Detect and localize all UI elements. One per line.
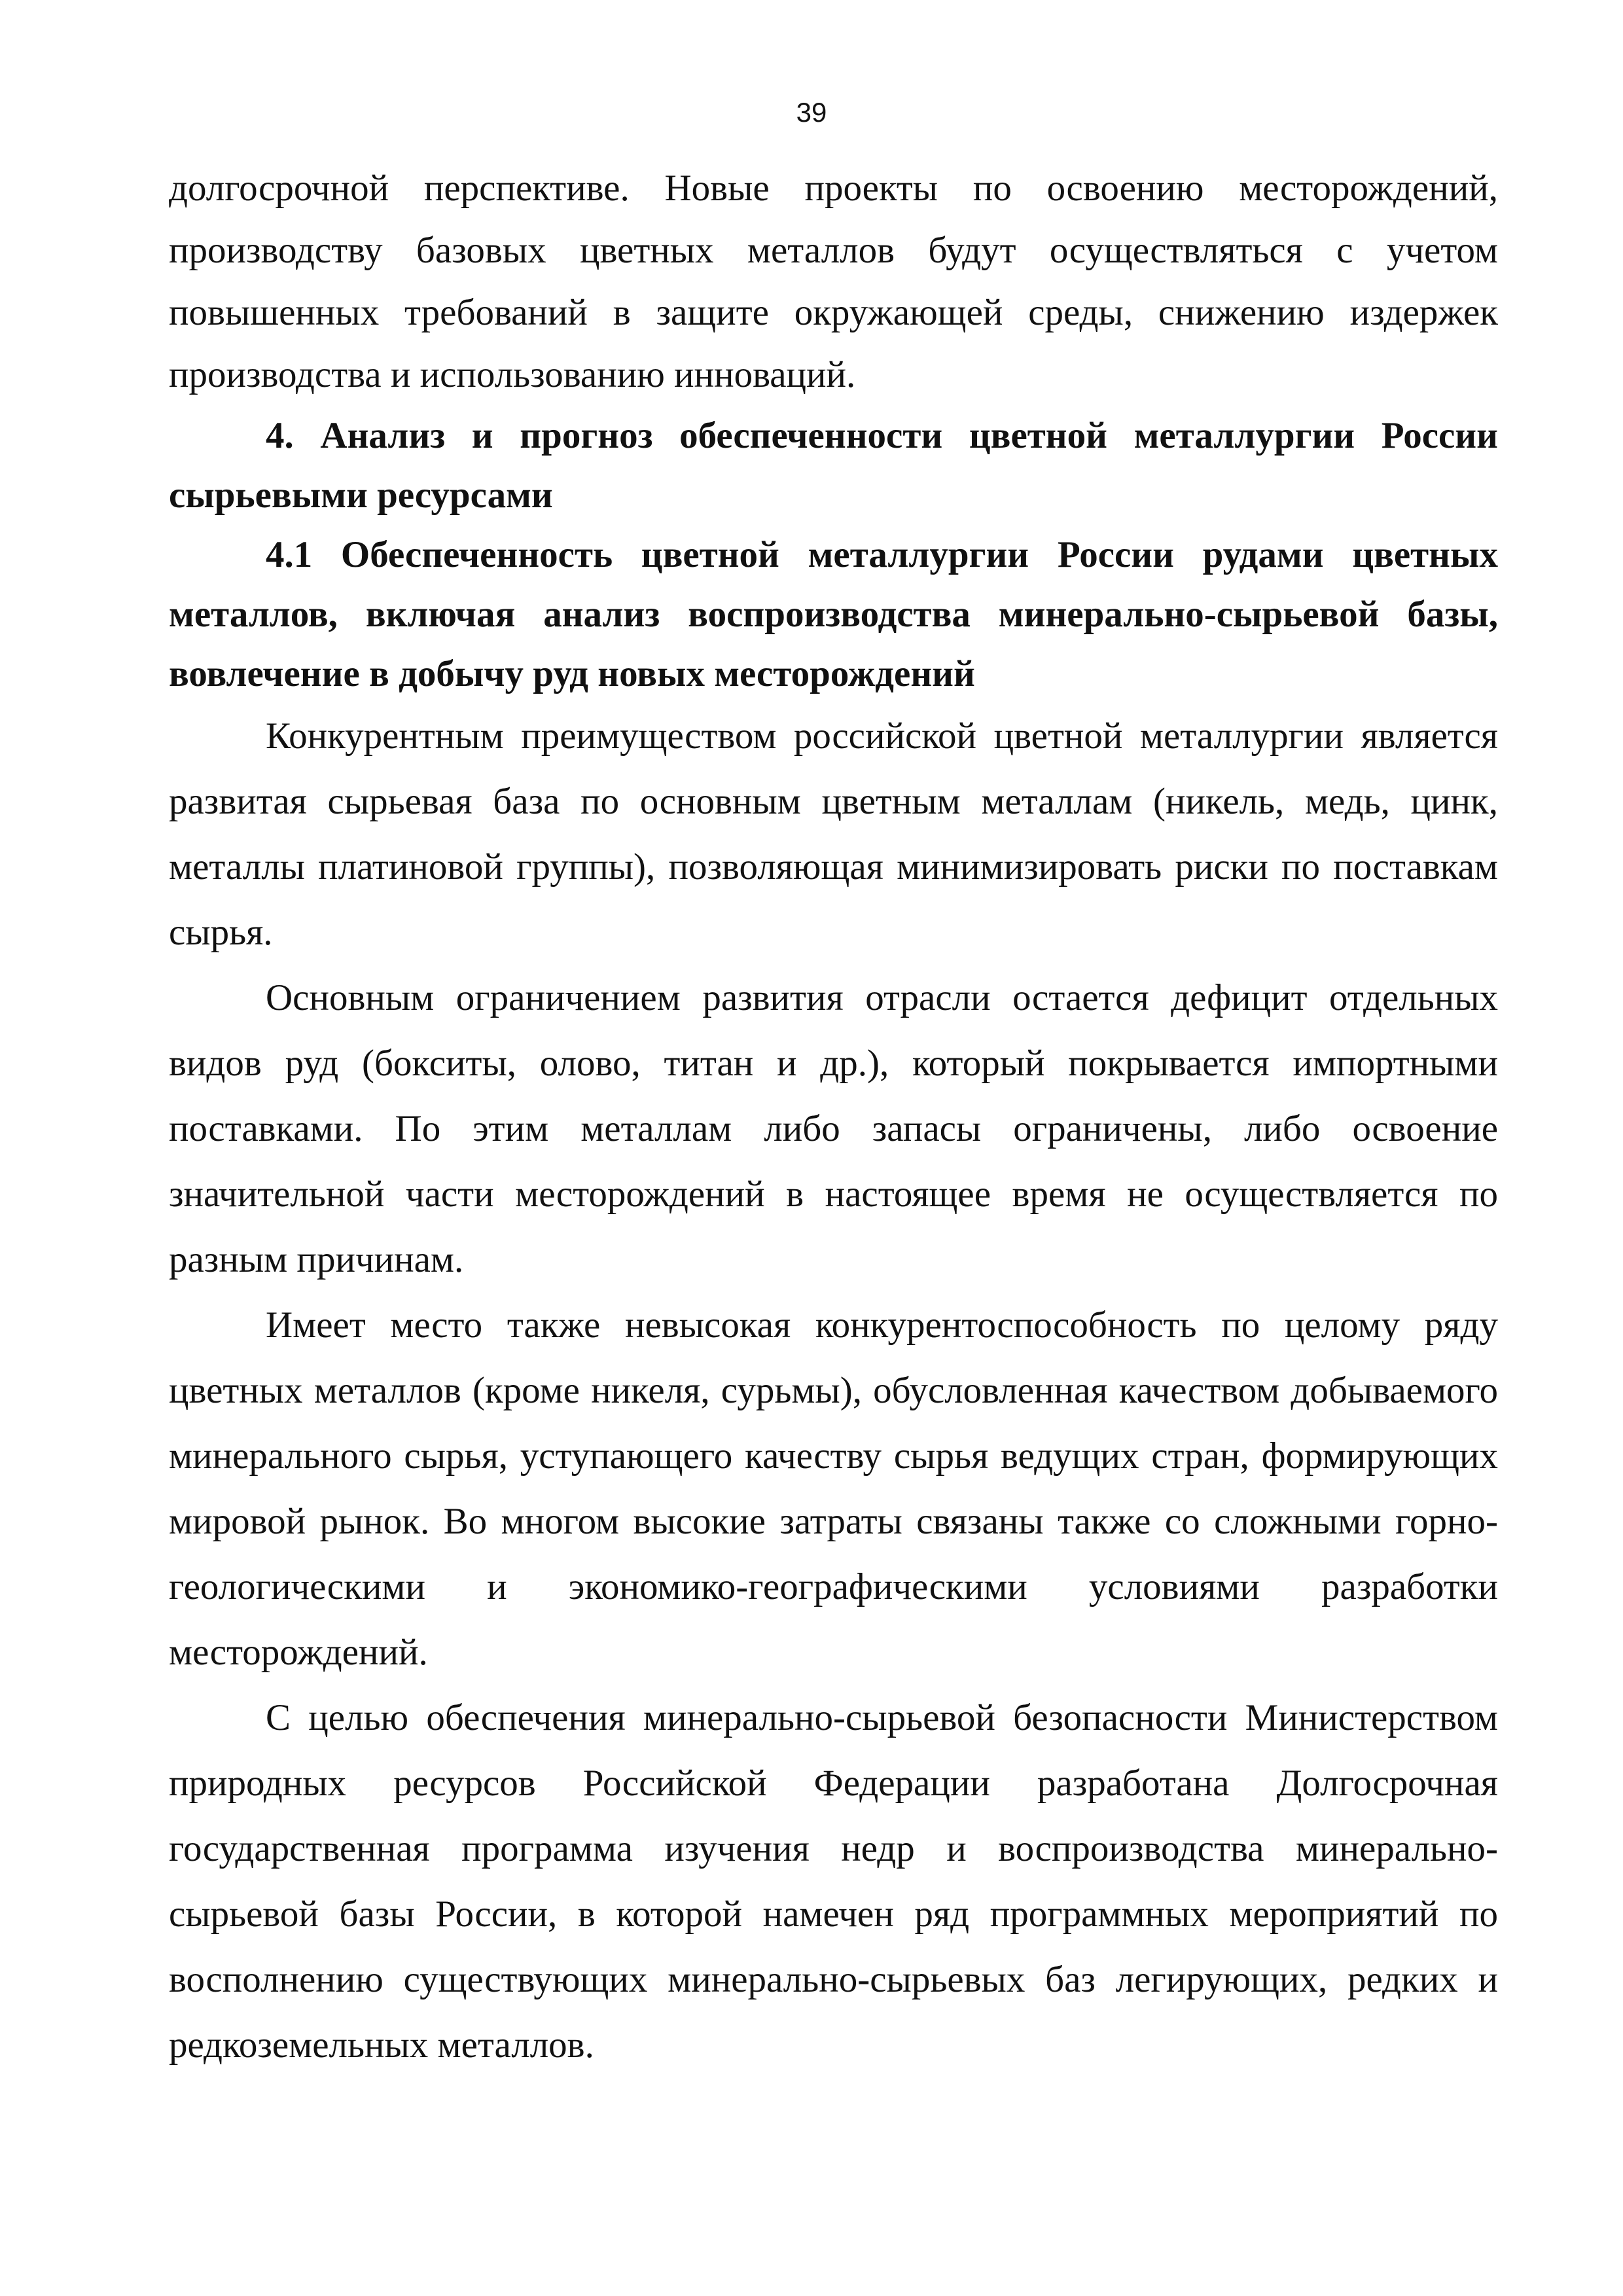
subsection-heading: 4.1 Обеспеченность цветной металлургии России рудами цветных металлов, включая анализ воспроизводства минерально-сырьевой базы, вовлечение в добычу руд новых месторождений: [169, 534, 1498, 694]
paragraph-competitiveness: Имеет место также невысокая конкурентоспособность по целому ряду цветных металлов (кроме никеля, сурьмы), обусловленная качеством добываемого минерального сырья, уступающего качеству сырья ведущих стран, формирующих мировой рынок. Во многом высокие затраты связаны также со сложными горно-геологическими и экономико-географическими условиями разработки месторождений.: [169, 1304, 1498, 1673]
paragraph-state-program: С целью обеспечения минерально-сырьевой безопасности Министерством природных ресурсов Российской Федерации разработана Долгосрочная государственная программа изучения недр и воспроизводства минерально-сырьевой базы России, в которой намечен ряд программных мероприятий по восполнению существующих минерально-сырьевых баз легирующих, редких и редкоземельных металлов.: [169, 1697, 1498, 2066]
page-number: 39: [796, 97, 827, 128]
paragraph-ore-deficit: Основным ограничением развития отрасли остается дефицит отдельных видов руд (бокситы, олово, титан и др.), который покрывается импортными поставками. По этим металлам либо запасы ограничены, либо освоение значительной части месторождений в настоящее время не осуществляется по разным причинам.: [169, 977, 1498, 1280]
intro-paragraph: долгосрочной перспективе. Новые проекты по освоению месторождений, производству базовых цветных металлов будут осуществляться с учетом повышенных требований в защите окружающей среды, снижению издержек производства и использованию инноваций.: [169, 168, 1498, 395]
page-text: [169, 157, 1498, 2078]
paragraph-raw-material-base: Конкурентным преимуществом российской цветной металлургии является развитая сырьевая база по основным цветным металлам (никель, медь, цинк, металлы платиновой группы), позволяющая минимизировать риски по поставкам сырья.: [169, 715, 1498, 953]
section-heading: 4. Анализ и прогноз обеспеченности цветной металлургии России сырьевыми ресурсами: [169, 415, 1498, 516]
